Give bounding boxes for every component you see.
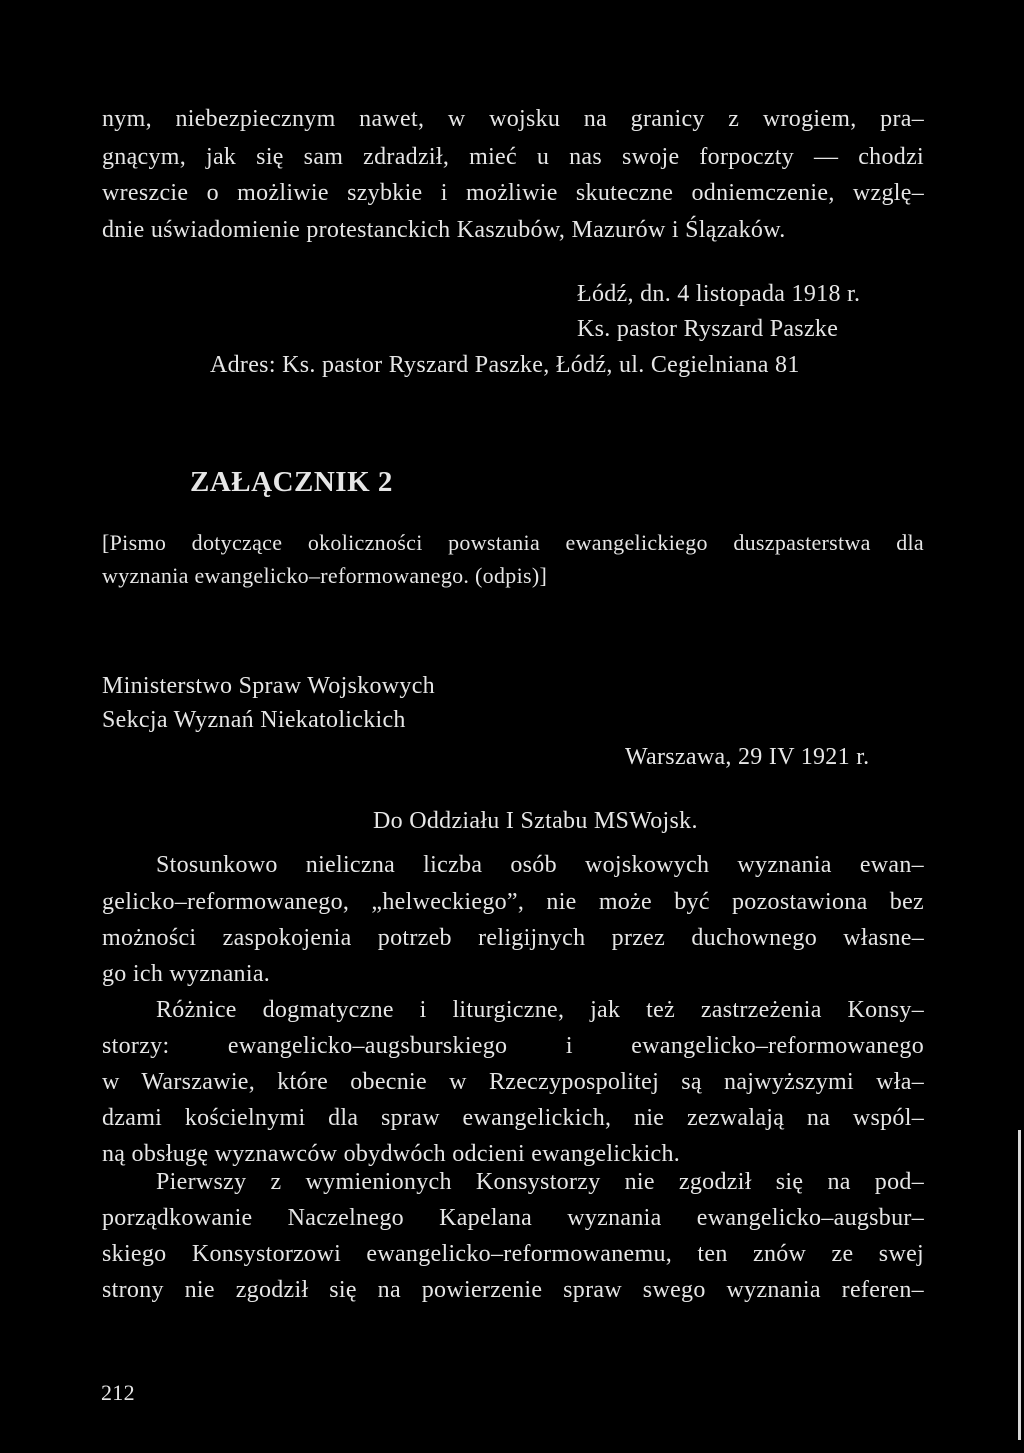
signature-place-date: Łódź, dn. 4 listopada 1918 r.	[577, 281, 861, 307]
paragraph-line: gnącym, jak się sam zdradził, mieć u nas swoje forpoczty — chodzi	[102, 144, 924, 170]
paragraph-line: ną obsługę wyznawców obydwóch odcieni ewangelickich.	[102, 1141, 681, 1167]
paragraph-line: strony nie zgodził się na powierzenie spraw swego wyznania referen–	[102, 1277, 924, 1303]
paragraph-line: go ich wyznania.	[102, 961, 271, 987]
paragraph-line: dnie uświadomienie protestanckich Kaszubów, Mazurów i Ślązaków.	[102, 217, 786, 243]
attachment-heading: ZAŁĄCZNIK 2	[190, 466, 393, 498]
paragraph-line: Stosunkowo nieliczna liczba osób wojskowych wyznania ewan–	[156, 852, 924, 878]
paragraph-line: gelicko–reformowanego, „helweckiego”, nie może być pozostawiona bez	[102, 889, 924, 915]
paragraph-line: nym, niebezpiecznym nawet, w wojsku na granicy z wrogiem, pra–	[102, 106, 924, 132]
signature-signatory: Ks. pastor Ryszard Paszke	[577, 316, 839, 342]
attachment-caption-line: [Pismo dotyczące okoliczności powstania ewangelickiego duszpasterstwa dla	[102, 530, 924, 555]
paragraph-line: storzy: ewangelicko–augsburskiego i ewangelicko–reformowanego	[102, 1033, 924, 1059]
signature-address: Adres: Ks. pastor Ryszard Paszke, Łódź, ul. Cegielniana 81	[210, 352, 800, 378]
paragraph-line: możności zaspokojenia potrzeb religijnych przez duchownego własne–	[102, 925, 924, 951]
letter-date: Warszawa, 29 IV 1921 r.	[625, 744, 870, 770]
paragraph-line: w Warszawie, które obecnie w Rzeczypospolitej są najwyższymi wła–	[102, 1069, 924, 1095]
paragraph-line: Różnice dogmatyczne i liturgiczne, jak też zastrzeżenia Konsy–	[156, 997, 924, 1023]
letter-sender-line: Sekcja Wyznań Niekatolickich	[102, 707, 406, 733]
paragraph-line: skiego Konsystorzowi ewangelicko–reformowanemu, ten znów ze swej	[102, 1241, 924, 1267]
scan-edge-line	[1018, 1130, 1021, 1440]
paragraph-line: Pierwszy z wymienionych Konsystorzy nie zgodził się na pod–	[156, 1169, 924, 1195]
paragraph-line: porządkowanie Naczelnego Kapelana wyznania ewangelicko–augsbur–	[102, 1205, 924, 1231]
attachment-caption-line: wyznania ewangelicko–reformowanego. (odpis)]	[102, 563, 548, 588]
page-number: 212	[101, 1380, 135, 1405]
letter-sender-line: Ministerstwo Spraw Wojskowych	[102, 673, 435, 699]
letter-recipient: Do Oddziału I Sztabu MSWojsk.	[373, 808, 698, 834]
paragraph-line: dzami kościelnymi dla spraw ewangelickich, nie zezwalają na wspól–	[102, 1105, 924, 1131]
paragraph-line: wreszcie o możliwie szybkie i możliwie skuteczne odniemczenie, wzglę–	[102, 180, 924, 206]
